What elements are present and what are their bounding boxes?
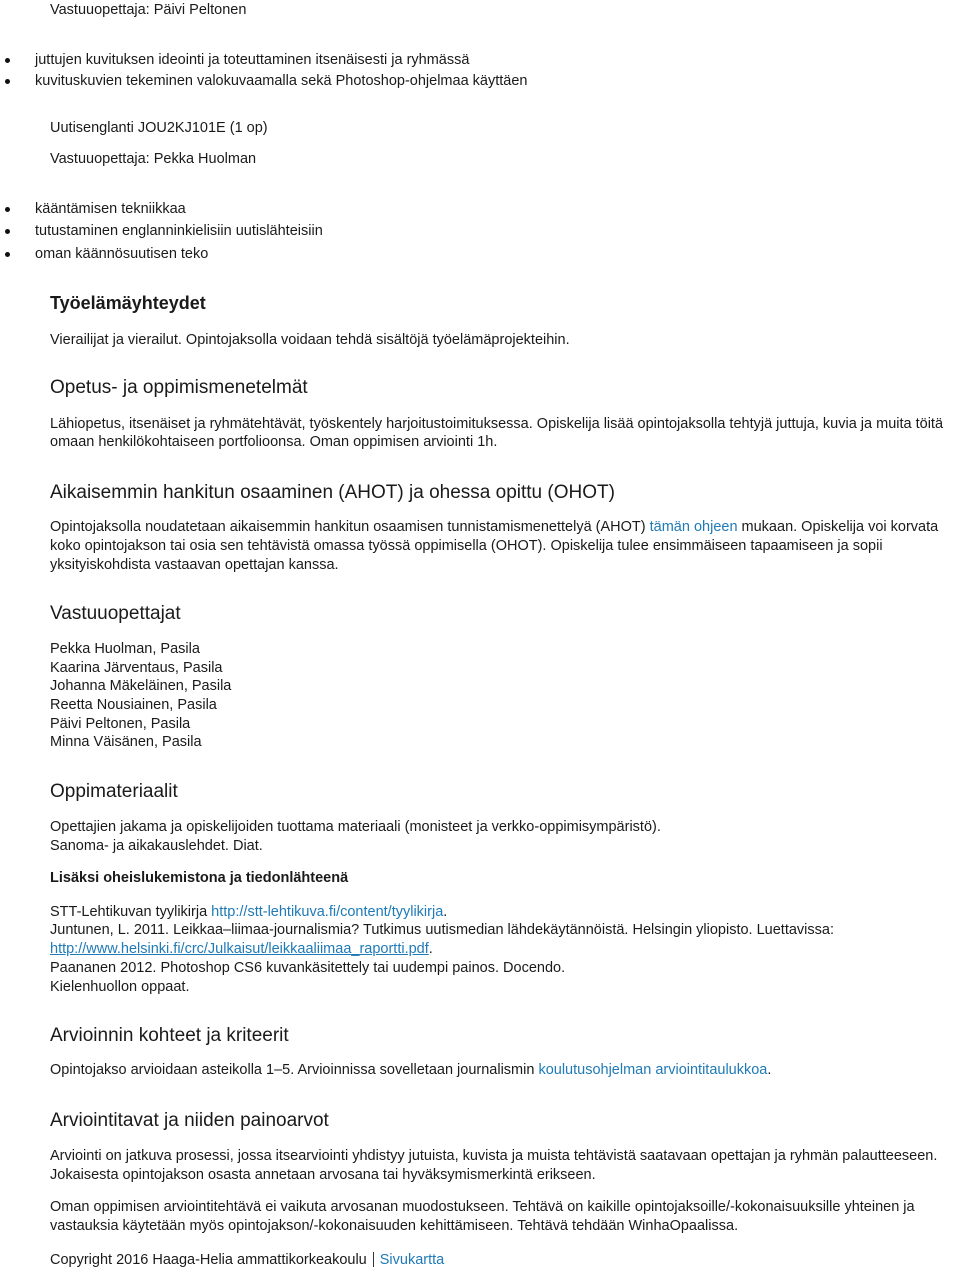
assessment-table-link[interactable]: koulutusohjelman arviointitaulukkoa	[538, 1062, 768, 1078]
section-text: Vierailijat ja vierailut. Opintojaksolla voidaan tehdä sisältöjä työelämäprojekteihin.	[50, 332, 570, 348]
text-segment: .	[767, 1062, 772, 1078]
list-item: Pekka Huolman, Pasila	[50, 641, 200, 657]
copyright: Copyright 2016 Haaga-Helia ammattikorkeakoulu	[50, 1252, 367, 1268]
list-item: tutustaminen englanninkielisiin uutislähteisiin	[35, 223, 323, 239]
subheading: Lisäksi oheislukemistona ja tiedonlähteenä	[50, 870, 349, 886]
text-segment: mukaan. Opiskelija voi korvata koko opintojakson tai osia sen tehtävistä omassa työssä oppimisella (OHOT). Opiskelija tulee ensimmäiseen tapaamiseen ja sopii yksityiskohdista vastaavan opettajan kanssa.	[50, 519, 939, 573]
section-text	[50, 518, 955, 575]
text-segment: Opintojaksolla noudatetaan aikaisemmin hankitun osaamisen tunnistamismenettelyä (AHOT)	[50, 519, 650, 535]
list-item: Kaarina Järventaus, Pasila	[50, 659, 223, 676]
teacher-list	[50, 640, 231, 752]
footer	[50, 1251, 444, 1269]
section-heading: Arvioinnin kohteet ja kriteerit	[50, 1025, 289, 1046]
list-item: Päivi Peltonen, Pasila	[50, 715, 191, 732]
reference-item: Juntunen, L. 2011. Leikkaa–liimaa-journalismia? Tutkimus uutismedian lähdekäytännöistä. Helsingin yliopisto. Luettavissa:	[50, 922, 834, 938]
list-item: Reetta Nousiainen, Pasila	[50, 697, 217, 714]
list-item: oman käännösuutisen teko	[35, 246, 209, 262]
section-text: Arviointi on jatkuva prosessi, jossa itsearviointi yhdistyy jutuista, kuvista ja muista tehtävistä saatavaan opettajan ja ryhmän palautteeseen. Jokaisesta opintojakson osasta annetaan arvosana tai hyväksymismerkintä erikseen.	[50, 1148, 938, 1183]
section-heading: Arviointitavat ja niiden painoarvot	[50, 1110, 329, 1131]
section-heading: Opetus- ja oppimismenetelmät	[50, 377, 308, 398]
text-segment: STT-Lehtikuvan tyylikirja	[50, 904, 212, 920]
section-heading: Vastuuopettajat	[50, 603, 181, 624]
footer-divider	[373, 1252, 374, 1267]
course-title: Uutisenglanti JOU2KJ101E (1 op)	[50, 120, 268, 136]
section-heading: Oppimateriaalit	[50, 781, 178, 802]
text-segment: Opintojakso arvioidaan asteikolla 1–5. Arvioinnissa sovelletaan journalismin	[50, 1062, 539, 1078]
guideline-link[interactable]: tämän ohjeen	[649, 519, 738, 535]
section-text	[50, 1061, 771, 1079]
section-text: Sanoma- ja aikakauslehdet. Diat.	[50, 838, 263, 854]
section-heading: Aikaisemmin hankitun osaaminen (AHOT) ja ohessa opittu (OHOT)	[50, 482, 615, 503]
text-segment: .	[428, 941, 433, 957]
reference-item	[50, 940, 433, 958]
section-text: Oman oppimisen arviointitehtävä ei vaikuta arvosanan muodostukseen. Tehtävä on kaikille opintojaksoille/-kokonaisuuksille yhteinen ja vastauksia käytetään myös opintojakson/-kokonaisuuden kehittämiseen. Tehtävä tehdään WinhaOpaalissa.	[50, 1199, 915, 1234]
helsinki-link[interactable]: http://www.helsinki.fi/crc/Julkaisut/leikkaaliimaa_raportti.pdf	[50, 941, 429, 957]
list-item: kääntämisen tekniikkaa	[35, 201, 186, 217]
reference-item: Paananen 2012. Photoshop CS6 kuvankäsitettely tai uudempi painos. Docendo.	[50, 960, 566, 976]
text-segment: .	[443, 904, 448, 920]
list-item: Johanna Mäkeläinen, Pasila	[50, 678, 232, 695]
list-item: Minna Väisänen, Pasila	[50, 734, 202, 751]
section-text: Lähiopetus, itsenäiset ja ryhmätehtävät, työskentely harjoitustoimituksessa. Opiskelija lisää opintojaksolla tehtyjä juttuja, kuvia ja muita töitä omaan henkilökohtaiseen portfolioonsa. Oman oppimisen arviointi 1h.	[50, 416, 944, 450]
reference-item: Kielenhuollon oppaat.	[50, 979, 190, 995]
reference-item	[50, 903, 447, 921]
responsible-teacher: Vastuuopettaja: Pekka Huolman	[50, 151, 257, 167]
sitemap-link[interactable]: Sivukartta	[379, 1252, 445, 1268]
responsible-teacher: Vastuuopettaja: Päivi Peltonen	[50, 2, 247, 18]
list-item: kuvituskuvien tekeminen valokuvaamalla sekä Photoshop-ohjelmaa käyttäen	[35, 73, 528, 89]
list-item: juttujen kuvituksen ideointi ja toteuttaminen itsenäisesti ja ryhmässä	[35, 52, 470, 68]
section-text: Opettajien jakama ja opiskelijoiden tuottama materiaali (monisteet ja verkko-oppimisympäristö).	[50, 819, 661, 835]
section-heading: Työelämäyhteydet	[50, 293, 206, 313]
stt-link[interactable]: http://stt-lehtikuva.fi/content/tyylikirja	[211, 904, 444, 920]
